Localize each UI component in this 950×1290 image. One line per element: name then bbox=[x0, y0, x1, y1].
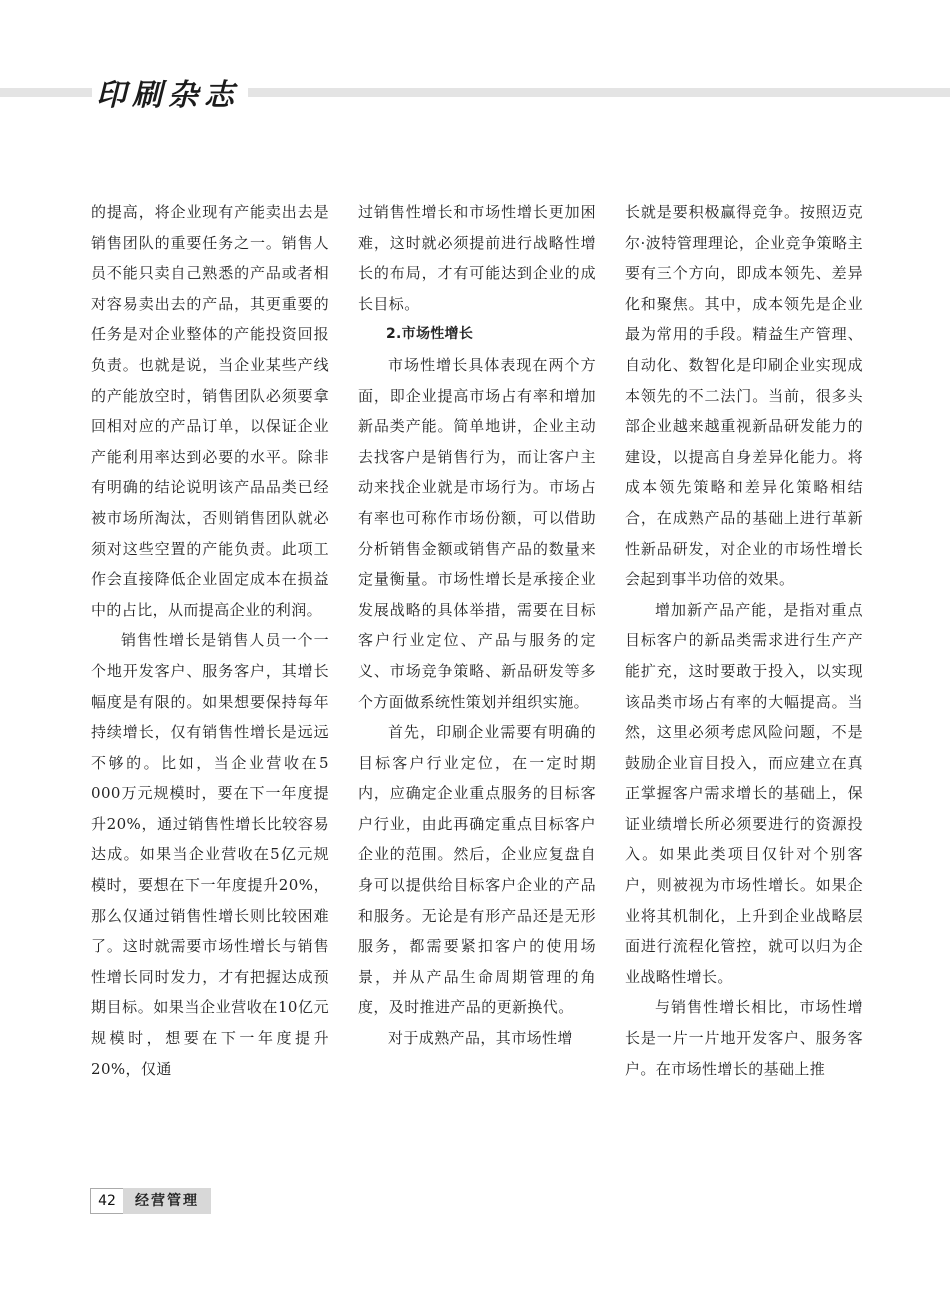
magazine-masthead: 印刷杂志 bbox=[92, 70, 248, 122]
text-column-1 bbox=[91, 197, 329, 1084]
paragraph: 过销售性增长和市场性增长更加困难，这时就必须提前进行战略性增长的布局，才有可能达到企业的成长目标。 bbox=[358, 203, 596, 313]
paragraph: 对于成熟产品，其市场性增 bbox=[388, 1029, 573, 1048]
paragraph: 的提高，将企业现有产能卖出去是销售团队的重要任务之一。销售人员不能只卖自己熟悉的产品或者相对容易卖出去的产品，其更重要的任务是对企业整体的产能投资回报负责。也就是说，当企业某些产线的产能放空时，销售团队必须要拿回相对应的产品订单，以保证企业产能利用率达到必要的水平。除非有明确的结论说明该产品品类已经被市场所淘汰，否则销售团队就必须对这些空置的产能负责。此项工作会直接降低企业固定成本在损益中的占比，从而提高企业的利润。 bbox=[91, 203, 329, 619]
section-heading: 2.市场性增长 bbox=[386, 326, 474, 343]
paragraph: 长就是要积极赢得竞争。按照迈克尔·波特管理理论，企业竞争策略主要有三个方向，即成本领先、差异化和聚焦。其中，成本领先是企业最为常用的手段。精益生产管理、自动化、数智化是印刷企业实现成本领先的不二法门。当前，很多头部企业越来越重视新品研发能力的建设，以提高自身差异化能力。将成本领先策略和差异化策略相结合，在成熟产品的基础上进行革新性新品研发，对企业的市场性增长会起到事半功倍的效果。 bbox=[625, 203, 863, 589]
paragraph: 销售性增长是销售人员一个一个地开发客户、服务客户，其增长幅度是有限的。如果想要保持每年持续增长，仅有销售性增长是远远不够的。比如，当企业营收在5 000万元规模时，要在下一年度提升20%，通过销售性增长比较容易达成。如果当企业营收在5亿元规模时，要想在下一年度提升20%，那么仅通过销售性增长则比较困难了。这时就需要市场性增长与销售性增长同时发力，才有把握达成预期目标。如果当企业营收在10亿元规模时，想要在下一年度提升20%，仅通 bbox=[91, 631, 329, 1078]
paragraph: 增加新产品产能，是指对重点目标客户的新品类需求进行生产产能扩充，这时要敢于投入，以实现该品类市场占有率的大幅提高。当然，这里必须考虑风险问题，不是鼓励企业盲目投入，而应建立在真正掌握客户需求增长的基础上，保证业绩增长所必须要进行的资源投入。如果此类项目仅针对个别客户，则被视为市场性增长。如果企业将其机制化，上升到企业战略层面进行流程化管控，就可以归为企业战略性增长。 bbox=[625, 600, 863, 986]
page-number: 42 bbox=[90, 1188, 123, 1214]
paragraph: 与销售性增长相比，市场性增长是一片一片地开发客户、服务客户。在市场性增长的基础上推 bbox=[625, 998, 863, 1078]
paragraph: 首先，印刷企业需要有明确的目标客户行业定位，在一定时期内，应确定企业重点服务的目标客户行业，由此再确定重点目标客户企业的范围。然后，企业应复盘自身可以提供给目标客户企业的产品和服务。无论是有形产品还是无形服务，都需要紧扣客户的使用场景，并从产品生命周期管理的角度，及时推进产品的更新换代。 bbox=[358, 723, 596, 1017]
text-column-3 bbox=[625, 197, 863, 1084]
page-footer bbox=[90, 1188, 211, 1214]
section-label: 经营管理 bbox=[123, 1188, 211, 1214]
text-column-2 bbox=[358, 197, 596, 1054]
paragraph: 市场性增长具体表现在两个方面，即企业提高市场占有率和增加新品类产能。简单地讲，企业主动去找客户是销售行为，而让客户主动来找企业就是市场行为。市场占有率也可称作市场份额，可以借助分析销售金额或销售产品的数量来定量衡量。市场性增长是承接企业发展战略的具体举措，需要在目标客户行业定位、产品与服务的定义、市场竞争策略、新品研发等多个方面做系统性策划并组织实施。 bbox=[358, 355, 596, 711]
